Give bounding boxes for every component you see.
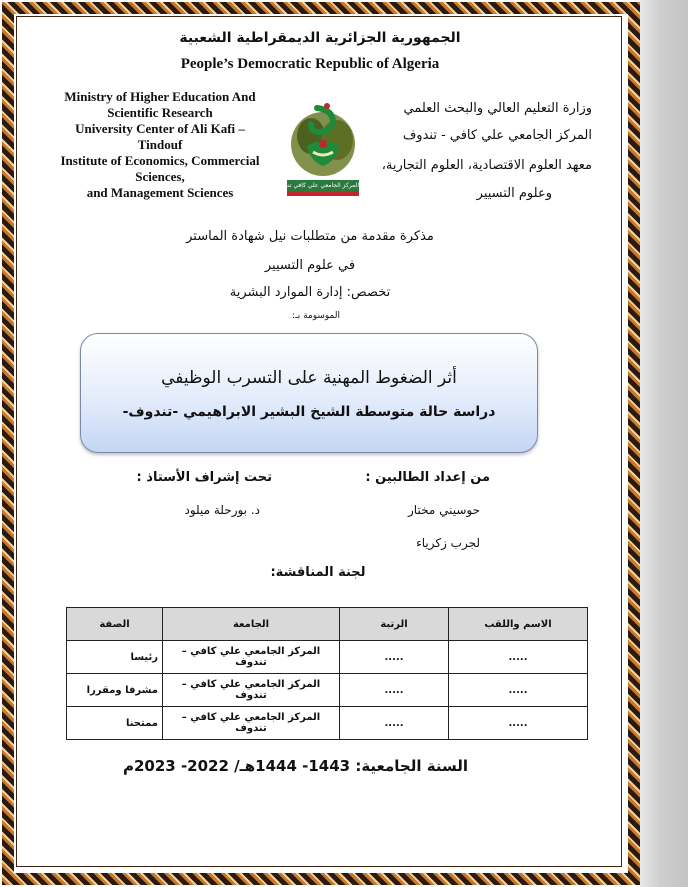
ministry-ar-line1: وزارة التعليم العالي والبحث العلمي	[403, 101, 592, 116]
ministry-ar-line4: وعلوم التسيير	[476, 186, 552, 201]
republic-title-arabic: الجمهورية الجزائرية الديمقراطية الشعبية	[179, 30, 461, 46]
thesis-title-box	[80, 333, 538, 453]
jury-table	[66, 607, 588, 740]
jury-university-cell: المركز الجامعي علي كافي – تندوف	[163, 707, 340, 740]
col-role-header: الصفة	[67, 608, 163, 641]
col-university-header: الجامعة	[163, 608, 340, 641]
jury-role-cell: مشرفا ومقررا	[67, 674, 163, 707]
ministry-en-line6: Sciences,	[135, 169, 185, 184]
ministry-en-line5: Institute of Economics, Commercial	[60, 153, 260, 168]
col-rank-header: الرتبة	[340, 608, 449, 641]
supervisor-label: تحت إشراف الأستاذ :	[136, 470, 272, 485]
table-row	[67, 641, 588, 674]
republic-title-english: People’s Democratic Republic of Algeria	[180, 56, 440, 72]
prepared-by-label: من إعداد الطالبين :	[365, 470, 490, 485]
jury-role-cell: ممتحنا	[67, 707, 163, 740]
university-logo-icon	[275, 100, 363, 198]
thesis-labelled: الموسومة بـ:	[292, 311, 340, 321]
ministry-en-line4: Tindouf	[137, 137, 183, 152]
thesis-line2: في علوم التسيير	[264, 258, 356, 273]
jury-role-cell: رئيسا	[67, 641, 163, 674]
supervisor-name: د. بورحلة ميلود	[184, 503, 260, 517]
thesis-specialty: تخصص: إدارة الموارد البشرية	[229, 285, 391, 300]
ministry-en-line1: Ministry of Higher Education And	[64, 89, 256, 104]
jury-header-row	[67, 608, 588, 641]
ministry-en-line3: University Center of Ali Kafi –	[75, 121, 245, 136]
thesis-subtitle: دراسة حالة متوسطة الشيخ البشير الابراهيمي -تندوف-	[122, 404, 496, 420]
jury-name-cell: .....	[449, 641, 588, 674]
thesis-title: أثر الضغوط المهنية على التسرب الوظيفي	[161, 368, 457, 388]
jury-name-cell: .....	[449, 674, 588, 707]
jury-name-cell: .....	[449, 707, 588, 740]
table-row	[67, 674, 588, 707]
ministry-en-line7: and Management Sciences	[86, 185, 234, 200]
jury-university-cell: المركز الجامعي علي كافي – تندوف	[163, 674, 340, 707]
logo-caption: المركز الجامعي علي كافي تندوف	[275, 182, 359, 189]
page-shadow	[640, 0, 688, 887]
academic-year: السنة الجامعية: 1443- 1444هـ/ 2022- 2023م	[122, 757, 468, 775]
jury-university-cell: المركز الجامعي علي كافي – تندوف	[163, 641, 340, 674]
col-name-header: الاسم واللقب	[449, 608, 588, 641]
student-name-1: حوسيني مختار	[408, 503, 480, 517]
jury-heading: لجنة المناقشة:	[270, 565, 366, 580]
jury-rank-cell: .....	[340, 641, 449, 674]
table-row	[67, 707, 588, 740]
ministry-ar-line2: المركز الجامعي علي كافي - تندوف	[402, 128, 592, 143]
ministry-en-line2: Scientific Research	[107, 105, 213, 120]
jury-rank-cell: .....	[340, 707, 449, 740]
thesis-line1: مذكرة مقدمة من متطلبات نيل شهادة الماستر	[186, 229, 434, 244]
jury-rank-cell: .....	[340, 674, 449, 707]
student-name-2: لجرب زكرياء	[416, 536, 480, 550]
ministry-ar-line3: معهد العلوم الاقتصادية، العلوم التجارية،	[381, 158, 592, 173]
